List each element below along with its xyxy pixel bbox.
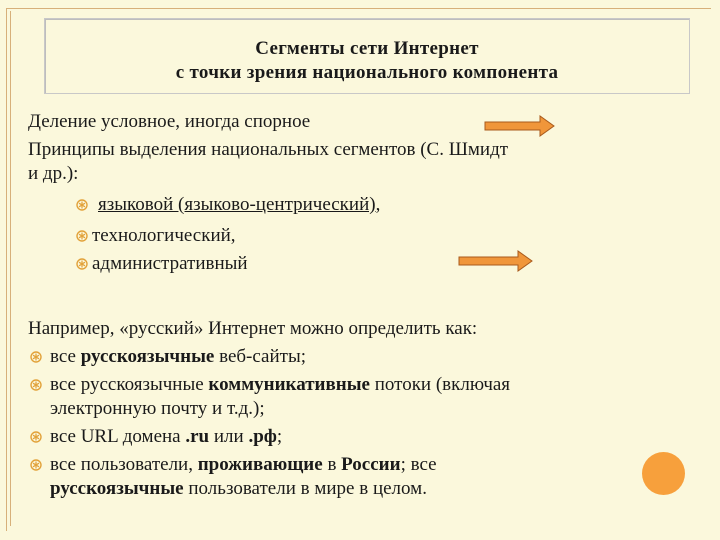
- text-fragment: все: [50, 346, 81, 367]
- bullet-icon: [76, 199, 88, 211]
- example-item: [50, 425, 282, 449]
- emphasis-text: .рф: [248, 426, 277, 447]
- text-fragment: веб-сайты;: [214, 346, 306, 367]
- example-item: [50, 345, 306, 369]
- example-item-continuation: [50, 477, 427, 501]
- intro-line-3: и др.):: [28, 163, 79, 184]
- text-fragment: ;: [276, 426, 283, 447]
- bullet-icon: [30, 431, 42, 443]
- emphasis-text: коммуникативные: [208, 374, 370, 395]
- bullet-icon: [76, 258, 88, 270]
- text-fragment: потоки (включая: [369, 374, 511, 395]
- principle-linguistic-label: языковой (языково-центрический): [98, 194, 376, 215]
- right-arrow-icon: [484, 114, 556, 138]
- emphasis-text: русскоязычные: [80, 346, 215, 367]
- example-item-continuation: [50, 397, 265, 421]
- text-fragment: все русскоязычные: [50, 374, 209, 395]
- text-fragment: или: [209, 426, 249, 447]
- example-item: [50, 373, 510, 397]
- principle-linguistic: языковой (языково-центрический),: [98, 194, 381, 215]
- emphasis-text: России: [341, 454, 401, 475]
- bullet-icon: [30, 351, 42, 363]
- text-fragment: пользователи в мире в целом.: [183, 478, 427, 499]
- decorative-circle: [642, 452, 685, 495]
- text-fragment: электронную почту и т.д.);: [50, 398, 265, 419]
- bullet-icon: [76, 230, 88, 242]
- text-fragment: все пользователи,: [50, 454, 198, 475]
- example-item: [50, 453, 437, 477]
- title-line-1: Сегменты сети Интернет: [255, 38, 479, 59]
- bullet-icon: [30, 459, 42, 471]
- right-arrow-icon: [458, 249, 534, 273]
- intro-line-1: Деление условное, иногда спорное: [28, 111, 311, 132]
- principle-technological: технологический,: [92, 225, 236, 246]
- emphasis-text: русскоязычные: [50, 478, 184, 499]
- text-fragment: в: [322, 454, 342, 475]
- text-fragment: все URL домена: [50, 426, 186, 447]
- title-box: [44, 18, 690, 94]
- text-fragment: ; все: [400, 454, 437, 475]
- intro-line-2: Принципы выделения национальных сегментов (С. Шмидт: [28, 139, 509, 160]
- emphasis-text: .ru: [185, 426, 210, 447]
- example-heading: Например, «русский» Интернет можно определить как:: [28, 318, 478, 339]
- emphasis-text: проживающие: [197, 454, 323, 475]
- title-line-2: с точки зрения национального компонента: [175, 62, 559, 83]
- bullet-icon: [30, 379, 42, 391]
- principle-administrative: административный: [92, 253, 248, 274]
